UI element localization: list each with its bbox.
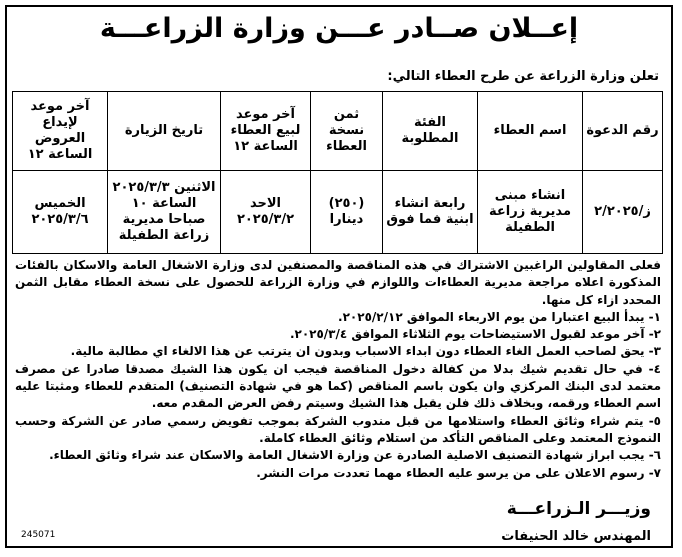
- term-item-6: ٦- يجب ابراز شهادة التصنيف الاصلية الصادرة عن وزارة الاشغال العامة والاسكان عند شراء وثائق العطاء.: [49, 448, 661, 463]
- term-item-2: ٢- آخر موعد لقبول الاستيضاحات يوم الثلاثاء الموافق ٢٠٢٥/٣/٤.: [289, 327, 661, 342]
- cell-submission-deadline: الخميس ٢٠٢٥/٣/٦: [13, 171, 108, 254]
- term-item-3: ٣- يحق لصاحب العمل الغاء العطاء دون ابداء الاسباب وبدون ان يترتب عن هذا الالغاء اي مطالبة مالية.: [70, 344, 661, 359]
- intro-text: تعلن وزارة الزراعة عن طرح العطاء التالي:: [387, 69, 659, 84]
- header-tender-name: اسم العطاء: [478, 92, 583, 171]
- cell-tender-name: انشاء مبنى مديرية زراعة الطفيلة: [478, 171, 583, 254]
- header-invitation-number: رقم الدعوة: [583, 92, 663, 171]
- term-item-7: ٧- رسوم الاعلان على من يرسو عليه العطاء مهما تعددت مرات النشر.: [256, 465, 661, 480]
- tender-table: [12, 91, 663, 254]
- signature-role: وزيـــر الـزراعـــة: [506, 499, 651, 519]
- header-copy-price: ثمن نسخة العطاء: [311, 92, 383, 171]
- term-item-4: ٤- في حال تقديم شيك بدلا من كفالة دخول المناقصة فيجب ان يكون هذا الشيك مصدقا صادرا عن مصرف معتمد لدى البنك المركزي وان يكون باسم المناقص (كما هو في شهادة التصنيف) المتقدم للعطاء ومثبتا عليه اسم العطاء ورقمه، وبخلاف ذلك فلن يقبل هذا الشيك وسيتم رفض العرض المقدم معه.: [15, 361, 661, 411]
- cell-invitation-number: ز/٢/٢٠٢٥: [583, 171, 663, 254]
- header-sale-deadline: آخر موعد لبيع العطاء الساعة ١٢: [221, 92, 311, 171]
- term-item-1: ١- يبدأ البيع اعتبارا من يوم الاربعاء الموافق ٢٠٢٥/٢/١٢.: [338, 309, 661, 324]
- table-header-row: [13, 92, 663, 171]
- terms-section: [15, 257, 661, 482]
- header-submission-deadline: آخر موعد لإيداع العروض الساعة ١٢: [13, 92, 108, 171]
- header-required-category: الفئة المطلوبة: [383, 92, 478, 171]
- cell-copy-price: (٢٥٠) دينارا: [311, 171, 383, 254]
- announcement-frame: [5, 5, 673, 548]
- cell-sale-deadline: الاحد ٢٠٢٥/٣/٢: [221, 171, 311, 254]
- signature-name: المهندس خالد الحنيفات: [501, 529, 651, 544]
- cell-required-category: رابعة انشاء ابنية فما فوق: [383, 171, 478, 254]
- announcement-title: إعــلان صــادر عـــن وزارة الزراعـــة: [99, 13, 579, 44]
- header-visit-date: تاريخ الزيارة: [108, 92, 221, 171]
- cell-visit-date: الاثنين ٢٠٢٥/٣/٣ الساعة ١٠ صباحا مديرية زراعة الطفيلة: [108, 171, 221, 254]
- intro-paragraph: فعلى المقاولين الراغبين الاشتراك في هذه المناقصة والمصنفين لدى وزارة الاشغال العامة والاسكان بالفئات المذكورة اعلاه مراجعة مديرية العطاءات واللوازم في وزارة الزراعة للحصول على نسخة العطاء مقابل الثمن المحدد ازاء كل منها.: [15, 258, 661, 307]
- table-row: [13, 171, 663, 254]
- term-item-5: ٥- يتم شراء وثائق العطاء واستلامها من قبل مندوب الشركة بموجب تفويض رسمي صادر عن الشركة وحسب النموذج المعتمد وعلى المناقص التأكد من استلام وثائق العطاء كاملة.: [15, 413, 661, 445]
- ad-code: 245071: [21, 530, 56, 540]
